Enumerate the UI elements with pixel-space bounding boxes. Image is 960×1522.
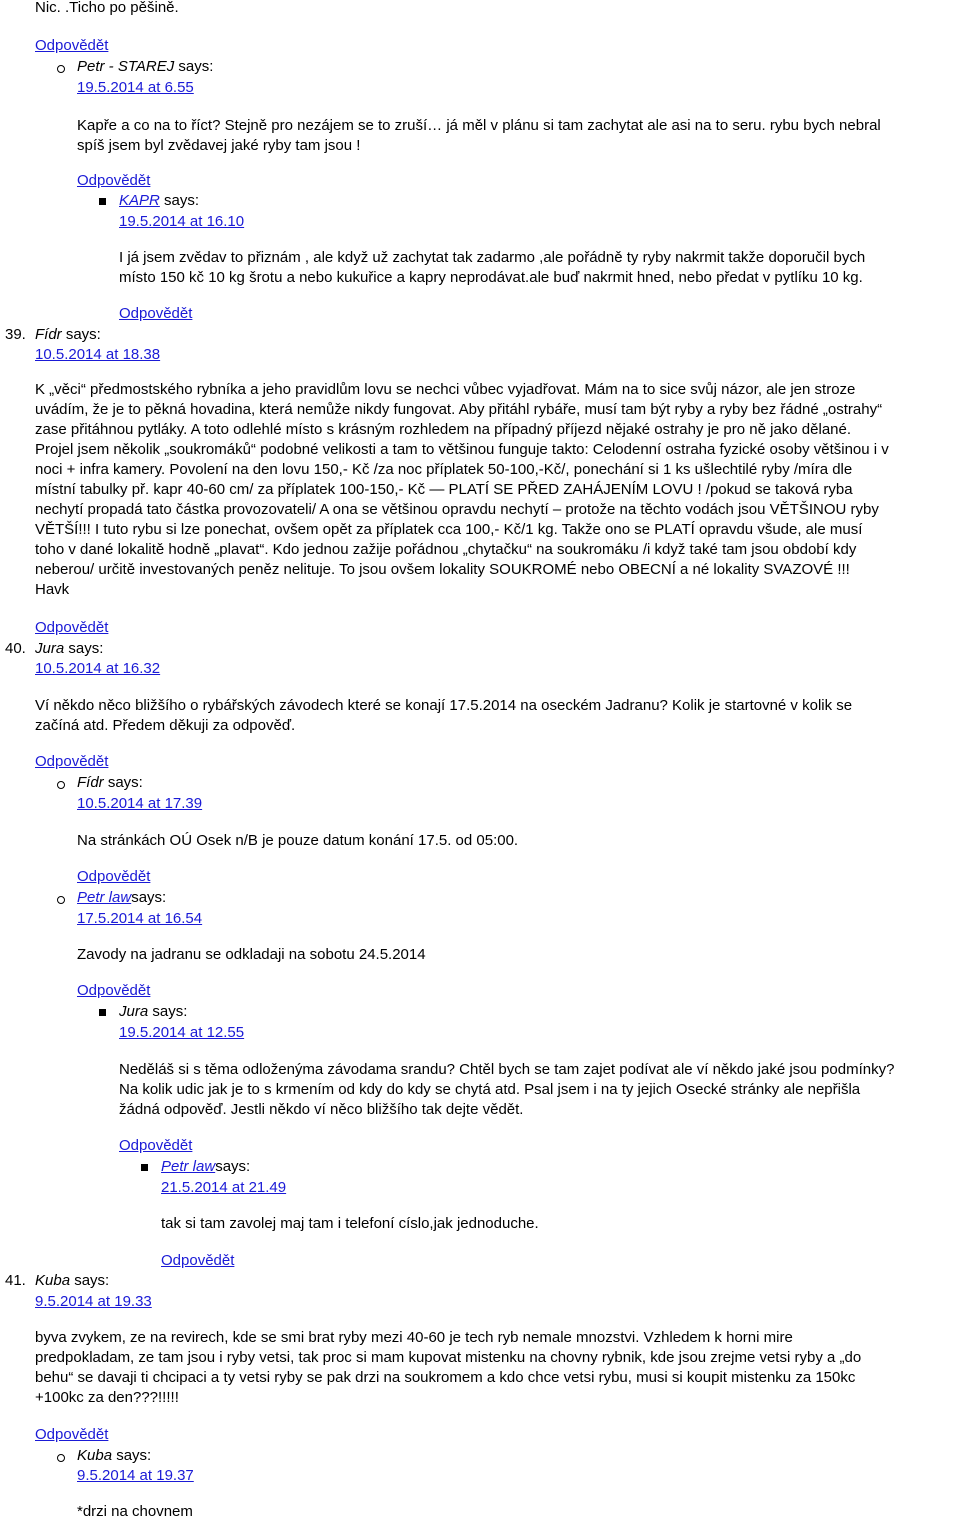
text-line: spíš jsem byl zvědavej jaké ryby tam jsou ! <box>77 137 361 154</box>
comment-author-line <box>77 888 166 908</box>
says-label: says: <box>65 326 101 343</box>
text-line: toho v dané lokalitě hodně „plavat“. Kdo jednou zažije pořádnou „chytačku“ na soukromáku /i když také tam jsou období kdy <box>35 541 857 558</box>
says-label: says: <box>152 1003 188 1020</box>
text-line: byva zvykem, ze na revirech, kde se smi brat ryby mezi 40-60 je tech ryb nemale mnozstvi. Vzhledem k horni mire <box>35 1329 793 1346</box>
text-line: Ví někdo něco bližšího o rybářských závodech které se konají 17.5.2014 na oseckém Jadranu? Kolik je startovné v kolik se <box>35 697 853 714</box>
comment-date-link[interactable]: 21.5.2014 at 21.49 <box>161 1179 287 1196</box>
comment-date-link[interactable]: 10.5.2014 at 18.38 <box>35 346 161 363</box>
comment-date-link[interactable]: 9.5.2014 at 19.37 <box>77 1467 194 1484</box>
text-line: zase přitáhnou pytláky. A toto odlehlé místo s krásným rozhledem na případný příjezd nějaké ostrahy je pro ně jako dělané. <box>35 421 852 438</box>
comment-author-link[interactable]: KAPR <box>119 192 160 209</box>
text-line: Projel jsem několik „soukromáků“ podobné velikosti a tam to většinou funguje takto: Celodenní ostraha fyzické osoby většinou i v <box>35 441 889 458</box>
comment-author: Petr - STAREJ <box>77 58 175 75</box>
text-line: žádná odpověď. Jestli někdo ví něco bližšího tak dejte vědět. <box>119 1101 524 1118</box>
text-line: Zavody na jadranu se odkladaji na sobotu 24.5.2014 <box>77 946 426 963</box>
comment-author-link[interactable]: Petr law <box>77 889 132 906</box>
comment-author-line <box>35 1271 109 1291</box>
comment-date-link[interactable]: 10.5.2014 at 16.32 <box>35 660 161 677</box>
says-label: says: <box>107 774 143 791</box>
reply-link[interactable]: Odpovědět <box>119 1137 193 1154</box>
text-line: noci + infra kamery. Povolení na den lovu 150,- Kč /za noc příplatek 50-100,-Kč/, ponechání si 1 ks ušlechtilé ryby /míra dle <box>35 461 853 478</box>
comment-author: Jura <box>119 1003 149 1020</box>
comment-author-line <box>77 773 143 793</box>
text-line: VĚTŠÍ!!! I tuto rybu si lze ponechat, ovšem opět za příplatek cca 100,- Kč/1 kg. Takže ono se PLATÍ opravdu všude, ale musí <box>35 521 863 538</box>
bullet-square-icon <box>141 1164 148 1171</box>
text-line: Na kolik udic jak je to s krmením od kdy do kdy se chytá atd. Psal jsem i na ty jejich Osecké stránky ale nepřišla <box>119 1081 861 1098</box>
comment-text <box>119 1060 894 1120</box>
says-label: says: <box>116 1447 152 1464</box>
bullet-circle-icon <box>57 781 65 789</box>
text-line: místní tabulky př. kapr 40-60 cm/ za příplatek 100-150,- Kč — PLATÍ SE PŘED ZAHÁJENÍM LOVU ! /pokud se taková ryba <box>35 481 853 498</box>
reply-link[interactable]: Odpovědět <box>35 753 109 770</box>
comment-date-link[interactable]: 19.5.2014 at 16.10 <box>119 213 245 230</box>
reply-link[interactable]: Odpovědět <box>77 868 151 885</box>
reply-link[interactable]: Odpovědět <box>35 1426 109 1443</box>
reply-link[interactable]: Odpovědět <box>35 619 109 636</box>
comment-author: Fídr <box>77 774 104 791</box>
reply-link[interactable]: Odpovědět <box>77 982 151 999</box>
reply-link[interactable]: Odpovědět <box>35 37 109 54</box>
comment-author-line <box>35 639 103 659</box>
comment-author: Fídr <box>35 326 62 343</box>
text-line: *drzi na chovnem <box>77 1503 193 1520</box>
comment-date-link[interactable]: 19.5.2014 at 6.55 <box>77 79 194 96</box>
comment-date-link[interactable]: 10.5.2014 at 17.39 <box>77 795 203 812</box>
text-line: Neděláš si s těma odloženýma závodama srandu? Chtěl bych se tam zajet podívat ale ví někdo jaké jsou podmínky? <box>119 1061 895 1078</box>
comment-author-line <box>77 1446 151 1466</box>
text-line: Na stránkách OÚ Osek n/B je pouze datum konání 17.5. od 05:00. <box>77 832 519 849</box>
text-line: K „věci“ předmostského rybníka a jeho pravidlům lovu se nechci vůbec vyjadřovat. Mám na to sice svůj názor, ale jen stroze <box>35 381 856 398</box>
bullet-circle-icon <box>57 65 65 73</box>
says-label: says: <box>178 58 214 75</box>
text-line: +100kc za den???!!!!! <box>35 1389 179 1406</box>
reply-link[interactable]: Odpovědět <box>119 305 193 322</box>
comment-author-line <box>119 191 199 211</box>
comment-author-line <box>161 1157 250 1177</box>
text-line: nechytí propadá tato částka provozovateli/ A ona se většinou opravdu nechytí – protože na těchto vodách jsou VĚTŠINOU ryby <box>35 501 879 518</box>
text-line: začíná atd. Předem děkuji za odpověď. <box>35 717 296 734</box>
text-line: predpokladam, ze tam jsou i ryby vetsi, tak proc si mam kupovat mistenku na chovny rybnik, kde jsou zrejme vetsi ryby a „do <box>35 1349 862 1366</box>
comment-text <box>77 831 518 851</box>
comment-text <box>77 116 881 156</box>
comment-author-line <box>119 1002 187 1022</box>
says-label: says: <box>74 1272 110 1289</box>
text-line: Kapře a co na to říct? Stejně pro nezájem se to zruší… já měl v plánu si tam zachytat ale asi na to seru. rybu bych nebral <box>77 117 881 134</box>
comment-date-link[interactable]: 19.5.2014 at 12.55 <box>119 1024 245 1041</box>
comment-author-line <box>35 325 101 345</box>
comment-author: Kuba <box>77 1447 113 1464</box>
comment-date-link[interactable]: 9.5.2014 at 19.33 <box>35 1293 152 1310</box>
bullet-square-icon <box>99 198 106 205</box>
bullet-circle-icon <box>57 896 65 904</box>
says-label: says: <box>131 889 167 906</box>
comment-number: 39. <box>5 326 26 343</box>
comment-text-fragment: Nic. .Ticho po pěšině. <box>35 0 179 16</box>
comment-author: Kuba <box>35 1272 71 1289</box>
says-label: says: <box>164 192 200 209</box>
comment-number: 40. <box>5 640 26 657</box>
comment-text <box>77 1502 193 1522</box>
reply-link[interactable]: Odpovědět <box>77 172 151 189</box>
says-label: says: <box>68 640 104 657</box>
comment-author-link[interactable]: Petr law <box>161 1158 216 1175</box>
text-line: behu“ se davaji ti chcipaci a ty vetsi ryby se pak drzi na soukromem a kdo chce vetsi rybu, musi si koupit mistenku za 150kc <box>35 1369 856 1386</box>
comment-text <box>35 696 852 736</box>
text-line: neberou/ určitě investovaných peněz nelituje. To jsou ovšem lokality SOUKROMÉ nebo OBECNÍ a né lokality SVAZOVÉ !!! <box>35 561 850 578</box>
text-line: Havk <box>35 581 70 598</box>
bullet-square-icon <box>99 1009 106 1016</box>
bullet-circle-icon <box>57 1454 65 1462</box>
comment-author-line <box>77 57 213 77</box>
comment-author: Jura <box>35 640 65 657</box>
comment-text <box>35 380 889 600</box>
says-label: says: <box>215 1158 251 1175</box>
comment-number: 41. <box>5 1272 26 1289</box>
comment-text <box>77 945 426 965</box>
comment-date-link[interactable]: 17.5.2014 at 16.54 <box>77 910 203 927</box>
text-line: místo 150 kč 10 kg šrotu a nebo kukuřice a kapry neprodávat.ale buď nakrmit hned, nebo předat v pytlíku 10 kg. <box>119 269 863 286</box>
comment-text <box>119 248 865 288</box>
text-line: uvádím, že je to pěkná hovadina, která nemůže nikdy fungovat. Aby přitáhl rybáře, musí tam být ryby a ryby bez řádné „ostrahy“ <box>35 401 883 418</box>
text-line: tak si tam zavolej maj tam i telefoní císlo,jak jednoduche. <box>161 1215 539 1232</box>
comment-text <box>35 1328 861 1408</box>
text-line: I já jsem zvědav to přiznám , ale když už zachytat tak zadarmo ,ale pořádně ty ryby nakrmit takže doporučil bych <box>119 249 866 266</box>
reply-link[interactable]: Odpovědět <box>161 1252 235 1269</box>
comment-text <box>161 1214 539 1234</box>
